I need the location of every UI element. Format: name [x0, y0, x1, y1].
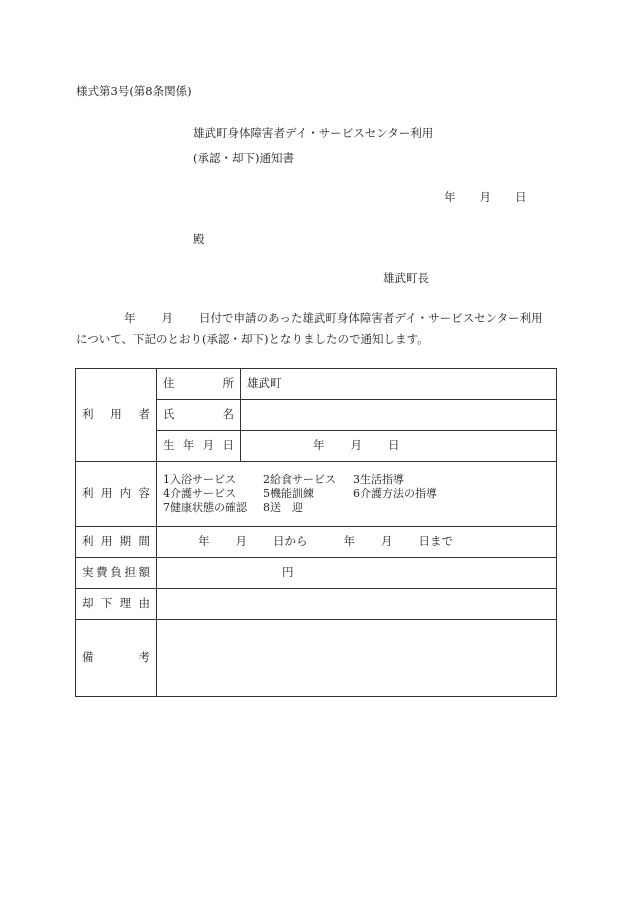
period-to-day: 日まで [418, 534, 453, 549]
service-health-check[interactable]: 7健康状態の確認 [163, 501, 247, 515]
services-row-2 [163, 487, 550, 501]
birth-month: 月 [350, 438, 362, 453]
address-label-cell [157, 369, 241, 400]
services-row-3 [163, 501, 550, 515]
cost-label: 実 費 負 担 額 [82, 565, 150, 580]
cost-value[interactable] [157, 558, 557, 589]
cost-label-cell [76, 558, 157, 589]
body-month: 月 [161, 311, 173, 325]
period-to-year: 年 [343, 534, 355, 549]
services-row-1 [163, 473, 550, 487]
birth-label: 生 年 月 日 [163, 438, 234, 453]
document-title-line2: (承認・却下)通知書 [193, 151, 294, 165]
document-title-line1: 雄武町身体障害者デイ・サービスセンター利用 [193, 126, 434, 140]
service-transport[interactable]: 8送 迎 [263, 501, 303, 515]
cost-unit: 円 [282, 565, 294, 580]
body-line-2: について、下記のとおり(承認・却下)となりましたので通知します。 [76, 332, 429, 346]
birth-date-value[interactable] [241, 431, 557, 462]
issue-date-day: 日 [515, 190, 527, 204]
body-text-1: 日付で申請のあった雄武町身体障害者デイ・サービスセンター利用 [199, 311, 543, 325]
birth-day: 日 [388, 438, 400, 453]
period-value[interactable] [157, 527, 557, 558]
body-year: 年 [124, 311, 136, 325]
service-meals[interactable]: 2給食サービス [263, 472, 336, 486]
content-label: 利 用 内 容 [82, 486, 150, 501]
service-care[interactable]: 4介護サービス [163, 486, 236, 500]
issuer: 雄武町長 [383, 271, 429, 285]
period-from-month: 月 [235, 534, 247, 549]
issue-date-month: 月 [479, 190, 491, 204]
period-label-cell [76, 527, 157, 558]
remarks-label: 備 考 [82, 650, 150, 665]
remarks-label-cell [76, 620, 157, 697]
notification-table [75, 368, 557, 697]
name-value[interactable] [241, 400, 557, 431]
user-label-cell [76, 369, 157, 462]
period-to-month: 月 [381, 534, 393, 549]
issue-date [444, 192, 527, 204]
period-from-year: 年 [198, 534, 210, 549]
issue-date-year: 年 [444, 190, 456, 204]
content-label-cell [76, 462, 157, 527]
address-label: 住 所 [163, 376, 234, 391]
service-bathing[interactable]: 1入浴サービス [163, 472, 236, 486]
service-care-guidance[interactable]: 6介護方法の指導 [353, 486, 437, 500]
address-value[interactable]: 雄武町 [241, 369, 557, 400]
name-label-cell [157, 400, 241, 431]
reject-label-cell [76, 589, 157, 620]
addressee: 殿 [193, 232, 205, 246]
services-list [157, 462, 557, 527]
service-rehab[interactable]: 5機能訓練 [263, 486, 314, 500]
form-number: 様式第3号(第8条関係) [76, 84, 192, 98]
remarks-value[interactable] [157, 620, 557, 697]
period-label: 利 用 期 間 [82, 534, 150, 549]
birth-label-cell [157, 431, 241, 462]
birth-year: 年 [313, 438, 325, 453]
name-label: 氏 名 [163, 407, 234, 422]
reject-label: 却 下 理 由 [82, 596, 150, 611]
period-from-day: 日から [273, 534, 308, 549]
service-life-guidance[interactable]: 3生活指導 [353, 472, 404, 486]
reject-reason-value[interactable] [157, 589, 557, 620]
body-line-1 [124, 313, 543, 325]
user-label: 利 用 者 [82, 407, 150, 422]
